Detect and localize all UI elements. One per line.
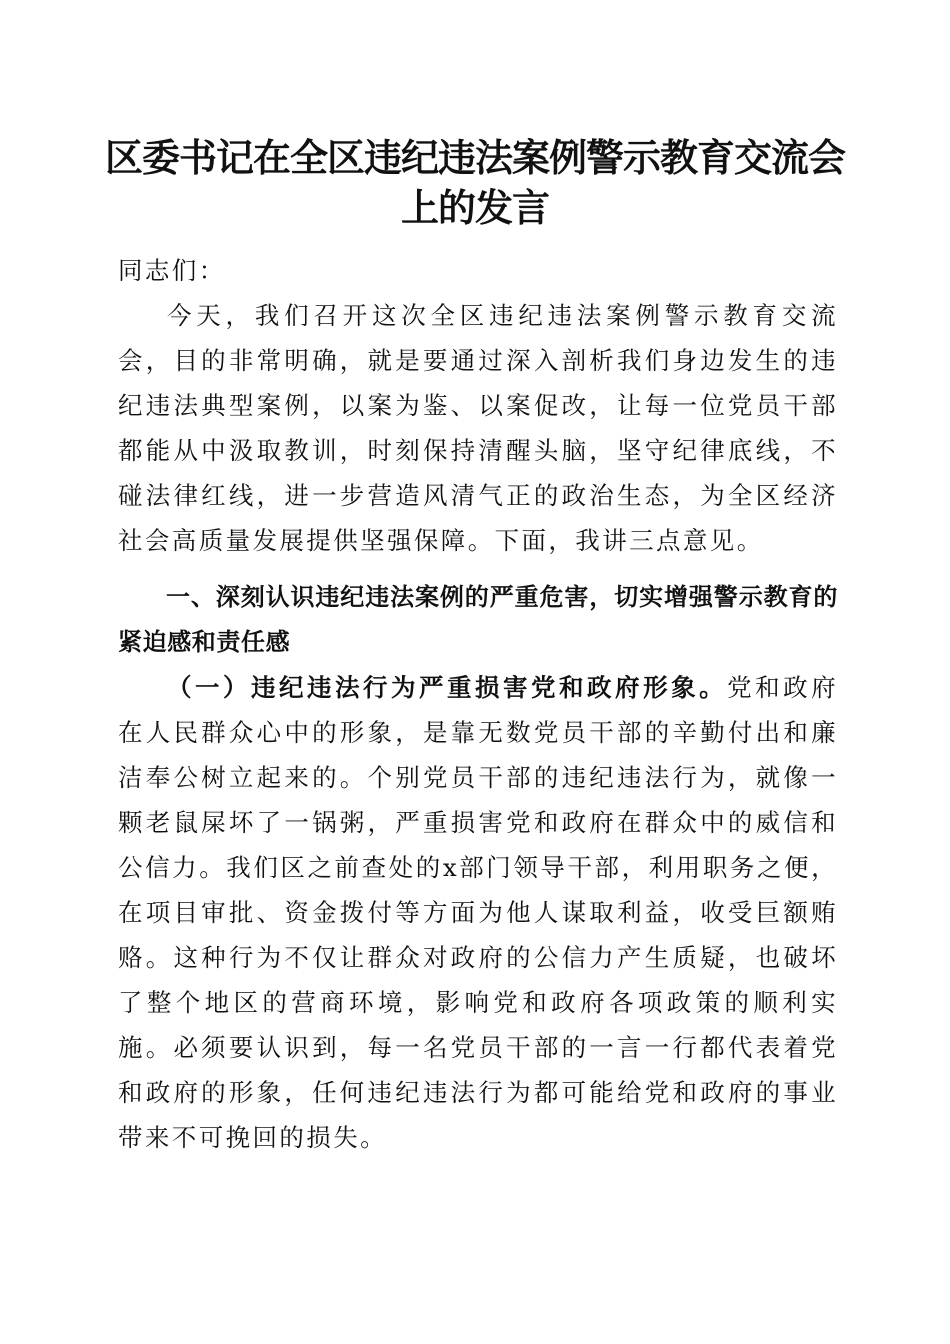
subsection-1-body: 党和政府在人民群众心中的形象，是靠无数党员干部的辛勤付出和廉洁奉公树立起来的。个别党员干部的违纪违法行为，就像一颗老鼠屎坏了一锅粥，严重损害党和政府在群众中的威信和公信力。我们区之前查处的x部门领导干部，利用职务之便，在项目审批、资金拨付等方面为他人谋取利益，收受巨额贿赂。这种行为不仅让群众对政府的公信力产生质疑，也破坏了整个地区的营商环境，影响党和政府各项政策的顺利实施。必须要认识到，每一名党员干部的一言一行都代表着党和政府的形象，任何违纪违法行为都可能给党和政府的事业带来不可挽回的损失。 <box>118 673 838 1152</box>
subsection-1-heading: （一）违纪违法行为严重损害党和政府形象。 <box>167 673 728 702</box>
intro-paragraph: 今天，我们召开这次全区违纪违法案例警示教育交流会，目的非常明确，就是要通过深入剖析我们身边发生的违纪违法典型案例，以案为鉴、以案促改，让每一位党员干部都能从中汲取教训，时刻保持清醒头脑，坚守纪律底线，不碰法律红线，进一步营造风清气正的政治生态，为全区经济社会高质量发展提供坚强保障。下面，我讲三点意见。 <box>118 301 838 555</box>
salutation: 同志们： <box>118 256 226 285</box>
subsection-1-paragraph <box>118 665 838 1160</box>
section-1-heading: 一、深刻认识违纪违法案例的严重危害，切实增强警示教育的紧迫感和责任感 <box>118 583 838 656</box>
document-body <box>118 248 838 1160</box>
document-title: 区委书记在全区违纪违法案例警示教育交流会上的发言 <box>104 135 845 230</box>
